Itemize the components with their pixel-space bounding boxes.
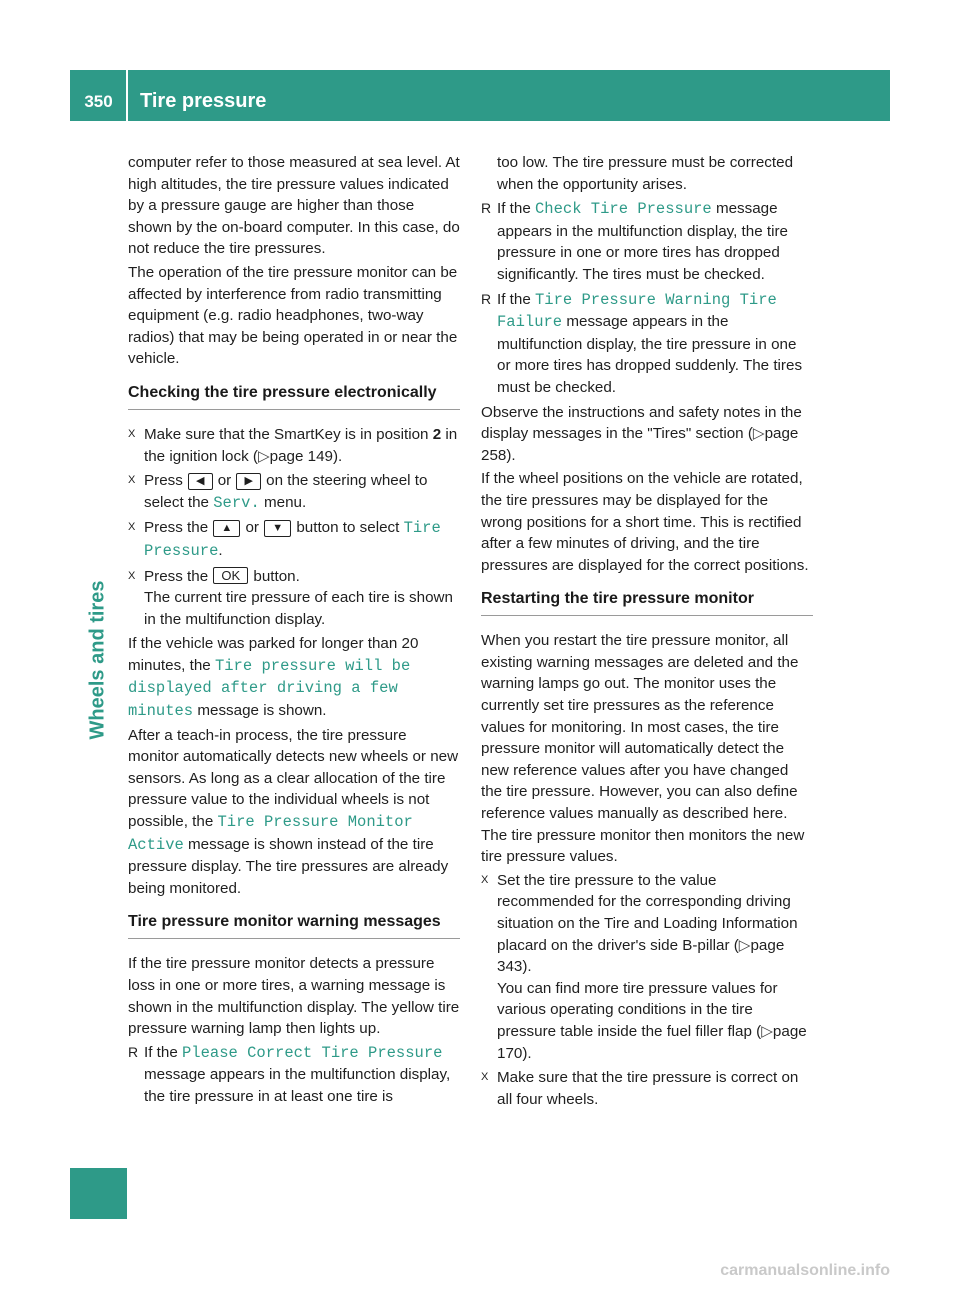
page-title: Tire pressure (140, 90, 267, 112)
section-tab-label: Wheels and tires (86, 580, 109, 740)
paragraph: If the wheel positions on the vehicle are rotated, the tire pressures may be displayed for the wrong positions for a short time. This is rectified after a few minutes of driving, and the tire pressures are displayed for the correct positions. (481, 470, 809, 574)
step-item: X Set the tire pressure to the value recommended for the corresponding driving situation on the Tire and Loading Information placard on the driver's side B-pillar (▷page 343). You can find more tire pressure values for various operating conditions in the tire pressure table inside the fuel filler flap (▷page 170). (481, 871, 807, 1062)
ok-key-icon: OK (213, 567, 248, 584)
ref-arrow-icon: ▷ (738, 936, 751, 954)
ref-arrow-icon: ▷ (752, 425, 765, 443)
paragraph: Observe the instructions and safety notes in the display messages in the "Tires" section (▷page 258). (481, 403, 802, 464)
bullet-marker-icon: R (481, 290, 492, 307)
bullet-marker-icon: R (128, 1043, 139, 1060)
section-heading-restart: Restarting the tire pressure monitor (481, 588, 813, 616)
display-text: Serv. (213, 493, 260, 512)
paragraph: After a teach-in process, the tire pressure monitor automatically detects new wheels or new sensors. As long as a clear allocation of the tire pressure value to the individual wheels is not possible, the Tire Pressure Monitor Active message is shown instead of the tire pressure display. The tire pressures are already being monitored. (128, 726, 459, 897)
step-marker-icon: X (481, 873, 489, 886)
step-marker-icon: X (128, 521, 136, 534)
paragraph: If the vehicle was parked for longer than 20 minutes, the Tire pressure will be displayed after driving a few minutes message is shown. (128, 635, 419, 721)
step-marker-icon: X (481, 1071, 489, 1084)
header-divider (126, 70, 128, 121)
display-text: Tire pressure will be displayed after driving a few minutes (128, 656, 411, 721)
bullet-item: R If the Please Correct Tire Pressure message appears in the multifunction display, the tire pressure in at least one tire is (128, 1043, 451, 1105)
step-item: X Press ◀ or ▶ on the steering wheel to select the Serv. menu. (128, 472, 428, 512)
up-arrow-key-icon: ▲ (213, 520, 240, 537)
step-item: X Press the OK button. The current tire pressure of each tire is shown in the multifunction display. (128, 567, 453, 628)
display-text: Please Correct Tire Pressure (182, 1043, 443, 1062)
left-column (128, 152, 460, 1111)
display-text: Tire Pressure Monitor Active (128, 813, 413, 854)
display-text: Tire Pressure Warning Tire Failure (497, 290, 777, 332)
bullet-item: R If the Tire Pressure Warning Tire Failure message appears in the multifunction display, the tire pressure in one or more tires has dropped suddenly. The tires must be checked. (481, 290, 803, 396)
display-text: Check Tire Pressure (535, 200, 712, 219)
bullet-marker-icon: R (481, 200, 492, 217)
left-arrow-key-icon: ◀ (188, 473, 212, 490)
paragraph: The operation of the tire pressure monitor can be affected by interference from radio transmitting equipment (e.g. radio headphones, two-way radios) that may be being operated in or near the vehicle. (128, 263, 458, 368)
watermark: carmanualsonline.info (720, 1262, 890, 1279)
step-item: X Make sure that the SmartKey is in position 2 in the ignition lock (▷page 149). (128, 425, 458, 465)
bullet-item: R If the Check Tire Pressure message appears in the multifunction display, the tire pressure in one or more tires has dropped significantly. The tires must be checked. (481, 200, 788, 283)
bullet-continuation: too low. The tire pressure must be corrected when the opportunity arises. (497, 154, 794, 193)
section-heading-check: Checking the tire pressure electronically (128, 382, 460, 410)
down-arrow-key-icon: ▼ (264, 520, 291, 537)
paragraph: When you restart the tire pressure monitor, all existing warning messages are deleted and the warning lamps go out. The monitor uses the currently set tire pressures as the reference values for monitoring. In most cases, the tire pressure monitor will automatically detect the new reference values after you have changed the tire pressure. However, you can also define reference values manually as described here. The tire pressure monitor then monitors the new tire pressure values. (481, 632, 805, 866)
section-tab-marker (70, 1168, 127, 1219)
ref-arrow-icon: ▷ (761, 1022, 773, 1040)
step-marker-icon: X (128, 427, 136, 440)
step-marker-icon: X (128, 474, 136, 487)
step-item: X Make sure that the tire pressure is correct on all four wheels. (481, 1069, 799, 1108)
step-item: X Press the ▲ or ▼ button to select Tire Pressure. (128, 519, 441, 560)
paragraph: computer refer to those measured at sea level. At high altitudes, the tire pressure values indicated by a pressure gauge are higher than those shown by the on-board computer. In this case, do not reduce the tire pressures. (128, 154, 460, 258)
section-heading-warnings: Tire pressure monitor warning messages (128, 911, 460, 939)
paragraph: If the tire pressure monitor detects a pressure loss in one or more tires, a warning message is shown in the multifunction display. The yellow tire pressure warning lamp then lights up. (128, 955, 460, 1038)
page-number: 350 (84, 92, 113, 111)
step-marker-icon: X (128, 569, 136, 582)
right-arrow-key-icon: ▶ (236, 473, 260, 490)
right-column (481, 152, 813, 1113)
step-result: The current tire pressure of each tire is shown in the multifunction display. (144, 589, 453, 628)
display-text: Tire Pressure (144, 519, 441, 560)
ref-arrow-icon: ▷ (257, 447, 270, 465)
